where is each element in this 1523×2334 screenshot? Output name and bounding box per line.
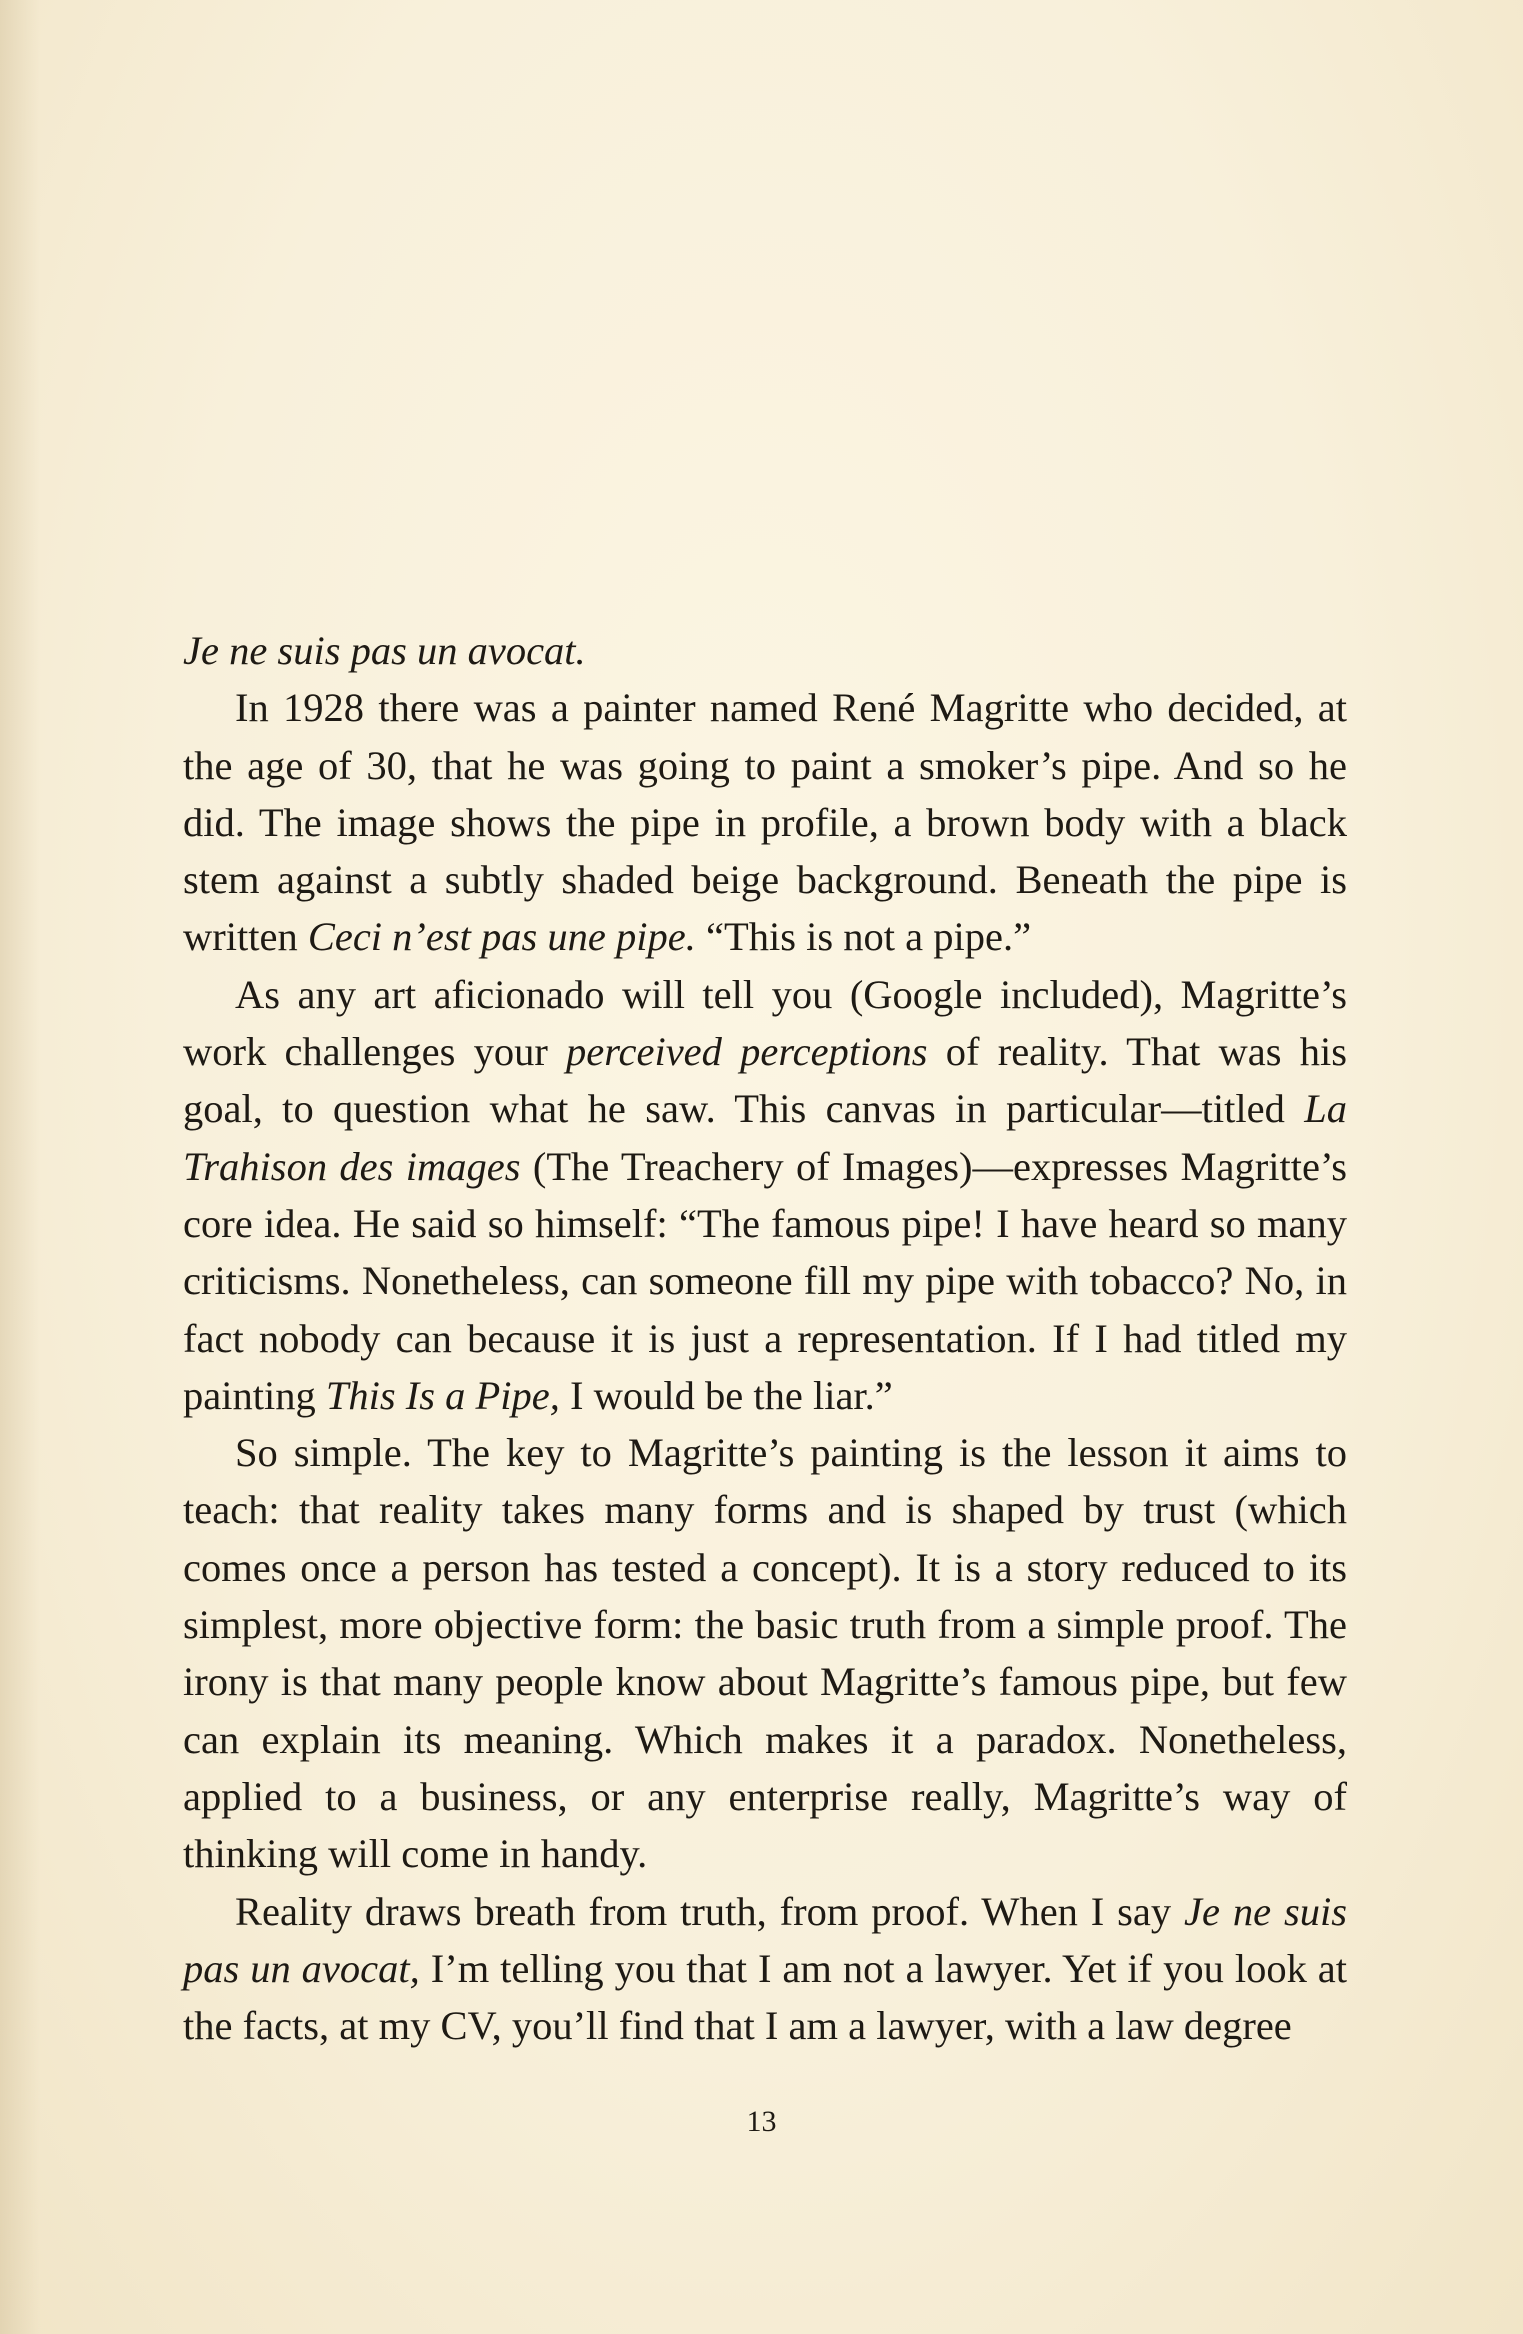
paragraph-2-text-a: As any art aficionado will tell you (Google included), Magritte’s work challenges your <box>183 971 1347 1075</box>
paragraph-1-italic-quote: Ceci n’est pas une pipe. <box>307 914 696 960</box>
paragraph-2-text-e: (The Treachery of Images)—expresses Magritte’s core idea. He said so himself: “The famous pipe! I have heard so many criticisms. Nonetheless, can someone fill my pipe with tobacco? No, in fact nobody can because it is just a representation. If I had titled my painting <box>183 1143 1347 1418</box>
paragraph-1-text-a: In 1928 there was a painter named René Magritte who decided, at the age of 30, that he was going to paint a smoker’s pipe. And so he did. The image shows the pipe in profile, a brown body with a black stem against a subtly shaded beige background. Beneath the pipe is written <box>183 685 1347 960</box>
body-text <box>183 622 1347 2054</box>
paragraph-4 <box>183 1883 1347 2055</box>
page-number: 13 <box>746 2105 777 2138</box>
paragraph-1 <box>183 679 1347 965</box>
opening-line-italic: Je ne suis pas un avocat. <box>183 628 586 673</box>
spine-shadow <box>0 0 40 2334</box>
paragraph-2-italic-title: La Trahison des images <box>183 1086 1347 1189</box>
paragraph-4-text-c: I’m telling you that I am not a lawyer. Yet if you look at the facts, at my CV, you’ll find that I am a lawyer, with a law degree <box>183 1945 1348 2049</box>
paragraph-2-text-c: of reality. That was his goal, to question what he saw. This canvas in particular—titled <box>183 1029 1347 1132</box>
paragraph-4-text-a: Reality draws breath from truth, from proof. When I say <box>235 1888 1185 1934</box>
paragraph-2 <box>183 966 1347 1424</box>
opening-line <box>183 622 1347 679</box>
paragraph-4-italic-quote: Je ne suis pas un avocat, <box>183 1888 1348 1991</box>
paragraph-1-text-c: “This is not a pipe.” <box>695 914 1032 960</box>
paragraph-2-italic-this-is-a-pipe: This Is a Pipe, <box>325 1372 560 1418</box>
paragraph-3: So simple. The key to Magritte’s painting is the lesson it aims to teach: that reality takes many forms and is shaped by trust (which comes once a person has tested a concept). It is a story reduced to its simplest, more objective form: the basic truth from a simple proof. The irony is that many people know about Magritte’s famous pipe, but few can explain its meaning. Which makes it a paradox. Nonetheless, applied to a business, or any enterprise really, Magritte’s way of thinking will come in handy. <box>183 1430 1347 1877</box>
paragraph-2-italic-perceived: perceived perceptions <box>566 1029 928 1075</box>
paragraph-2-text-g: I would be the liar.” <box>559 1372 893 1418</box>
